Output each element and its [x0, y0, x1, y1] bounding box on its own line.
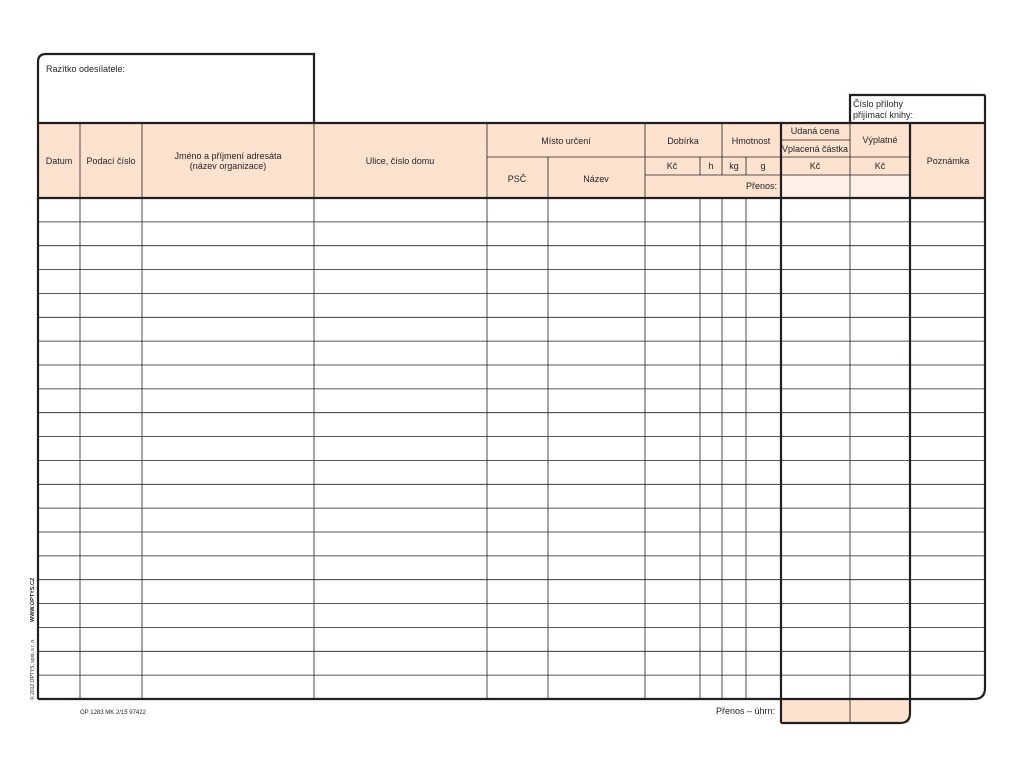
col-datum: Datum — [45, 156, 73, 166]
col-podaci-cislo: Podací číslo — [86, 156, 136, 166]
col-psc: PSČ — [507, 174, 527, 184]
col-jmeno-line2: (název organizace) — [189, 161, 267, 171]
attachment-label-line1: Číslo přílohy — [853, 99, 904, 109]
grid-thin — [38, 123, 985, 723]
col-vyplatne: Výplatné — [862, 135, 898, 145]
col-nazev: Název — [583, 174, 609, 184]
col-poznamka: Poznámka — [926, 156, 970, 166]
side-imprint — [29, 577, 36, 700]
sender-stamp-label: Razítko odesílatele: — [46, 64, 126, 74]
col-vplacena-castka: Vplacená částka — [781, 144, 849, 154]
col-jmeno-line1: Jméno a příjmení adresáta — [174, 151, 282, 161]
col-vyplatne-kc: Kč — [874, 161, 886, 171]
row-lines — [38, 222, 985, 675]
col-dobirka-kc: Kč — [666, 161, 678, 171]
attachment-label-line2: přijímací knihy: — [853, 110, 914, 120]
col-hmotnost-kg: kg — [729, 161, 739, 171]
prenos-uhrn-label: Přenos – úhrn: — [715, 706, 775, 716]
side-copyright: © 2012 OPTYS, spol. s r. o. — [30, 638, 36, 700]
col-hmotnost-g: g — [760, 161, 766, 171]
col-hmotnost: Hmotnost — [731, 136, 771, 146]
col-udana-cena: Udaná cena — [790, 126, 840, 136]
form-code: OP 1283 MK 2/15 97422 — [80, 710, 146, 716]
side-web: WWW.OPTYS.CZ — [30, 577, 36, 622]
col-ulice: Ulice, číslo domu — [365, 156, 435, 166]
col-dobirka: Dobírka — [667, 136, 699, 146]
col-misto-urceni: Místo určení — [541, 136, 591, 146]
prenos-label: Přenos: — [745, 181, 777, 191]
totals-shade — [781, 699, 910, 723]
col-dobirka-h: h — [708, 161, 714, 171]
col-udana-kc: Kč — [809, 161, 821, 171]
prenos-shade — [781, 176, 910, 197]
